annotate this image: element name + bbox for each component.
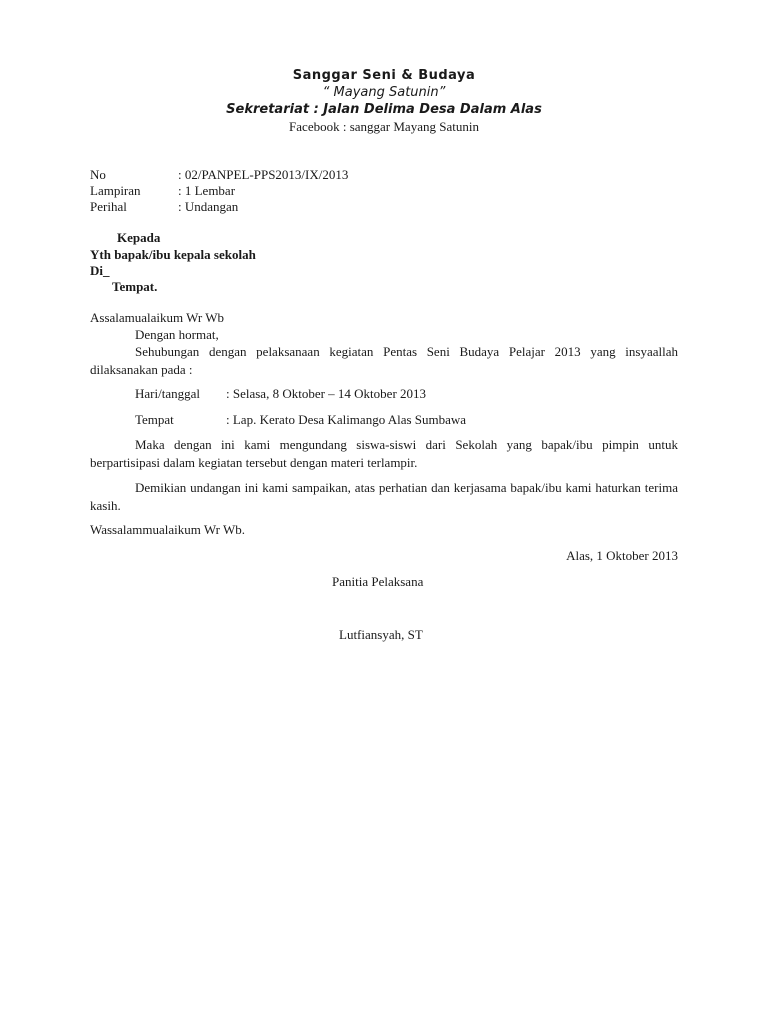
paragraph-intro: Sehubungan dengan pelaksanaan kegiatan Pentas Seni Budaya Pelajar 2013 yang insyaallah dilaksanakan pada : bbox=[90, 344, 678, 377]
date-label: Hari/tanggal bbox=[135, 386, 200, 401]
org-subtitle: “ Mayang Satunin” bbox=[322, 85, 446, 100]
date-value: : Selasa, 8 Oktober – 14 Oktober 2013 bbox=[226, 386, 427, 401]
signatory-name: Lutfiansyah, ST bbox=[339, 627, 423, 642]
facebook-line: Facebook : sanggar Mayang Satunin bbox=[289, 119, 479, 134]
perihal-value: : Undangan bbox=[178, 199, 239, 214]
place-label: Tempat bbox=[135, 412, 174, 427]
paragraph-closing: Demikian undangan ini kami sampaikan, atas perhatian dan kerjasama bapak/ibu kami haturkan terima kasih. bbox=[90, 480, 678, 513]
perihal-label: Perihal bbox=[90, 199, 127, 214]
place-date: Alas, 1 Oktober 2013 bbox=[566, 548, 678, 563]
secretariat-address: Sekretariat : Jalan Delima Desa Dalam Alas bbox=[226, 102, 542, 117]
recipient-kepada: Kepada bbox=[117, 230, 161, 245]
recipient-yth: Yth bapak/ibu kepala sekolah bbox=[90, 247, 256, 262]
salutation: Dengan hormat, bbox=[135, 327, 219, 342]
committee-label: Panitia Pelaksana bbox=[332, 574, 424, 589]
place-value: : Lap. Kerato Desa Kalimango Alas Sumbawa bbox=[226, 412, 467, 427]
no-value: : 02/PANPEL-PPS2013/IX/2013 bbox=[178, 167, 349, 182]
paragraph-invitation: Maka dengan ini kami mengundang siswa-siswi dari Sekolah yang bapak/ibu pimpin untuk berpartisipasi dalam kegiatan tersebut dengan materi terlampir. bbox=[90, 437, 678, 470]
recipient-tempat: Tempat. bbox=[112, 279, 158, 294]
org-name: Sanggar Seni & Budaya bbox=[292, 68, 476, 83]
closing-greeting: Wassalammualaikum Wr Wb. bbox=[90, 522, 245, 537]
recipient-di: Di_ bbox=[90, 263, 110, 278]
greeting: Assalamualaikum Wr Wb bbox=[90, 310, 225, 325]
lampiran-value: : 1 Lembar bbox=[178, 183, 236, 198]
no-label: No bbox=[90, 167, 106, 182]
lampiran-label: Lampiran bbox=[90, 183, 141, 198]
